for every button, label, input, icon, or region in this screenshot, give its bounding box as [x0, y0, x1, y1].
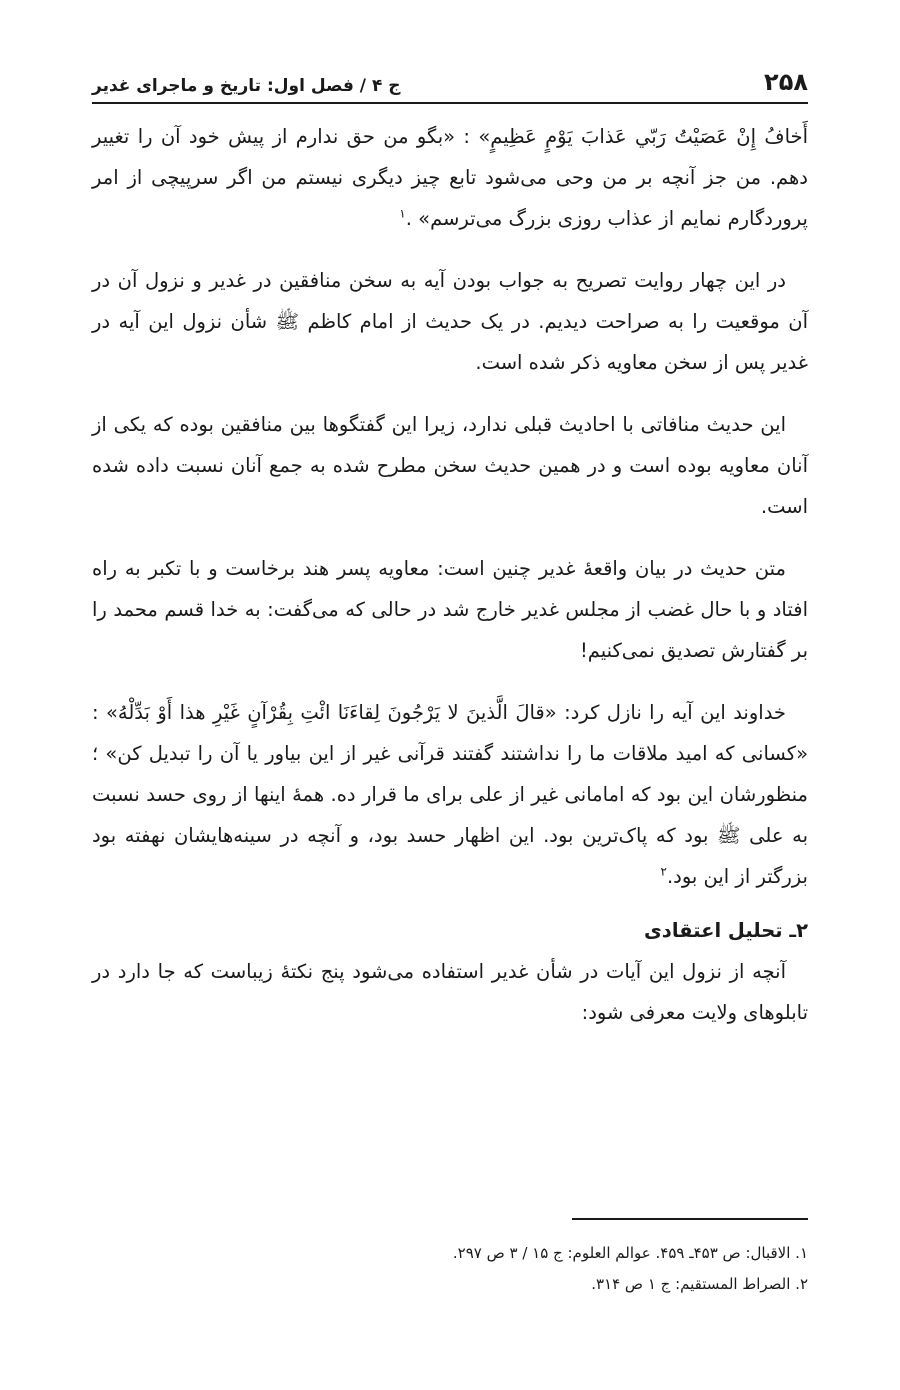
footnote-divider [572, 1218, 808, 1220]
paragraph-5 [92, 692, 808, 897]
paragraph-4-text: متن حدیث در بیان واقعهٔ غدیر چنین است: معاویه پسر هند برخاست و با تکبر به راه افتاد و با حال غضب از مجلس غدیر خارج شد در حالی که می‌گفت: به خدا قسم محمد را بر گفتارش تصدیق نمی‌کنیم! [92, 557, 808, 662]
book-page [92, 60, 808, 1293]
paragraph-3 [92, 404, 808, 527]
page-body [92, 116, 808, 1033]
footnote-2: ۲. الصراط المستقیم: ج ۱ ص ۳۱۴. [591, 1275, 808, 1293]
page-number: ۲۵۸ [764, 68, 808, 96]
section-paragraph-text: آنچه از نزول این آیات در شأن غدیر استفاده می‌شود پنج نکتهٔ زیباست که جا دارد در تابلوهای ولایت معرفی شود: [92, 960, 808, 1024]
running-head: ج ۴ / فصل اول: تاریخ و ماجرای غدیر [92, 76, 401, 96]
paragraph-1-text: أَخافُ إِنْ عَصَيْتُ رَبّي عَذابَ يَوْمٍ عَظِيمٍ» : «بگو من حق ندارم از پیش خود آن را تغییر دهم. من جز آنچه بر من وحی می‌شود تابع چیز دیگری نیستم من اگر سرپیچی از امر پروردگارم نمایم از عذاب روزی بزرگ می‌ترسم» . [92, 125, 808, 230]
page-header [92, 60, 808, 104]
footnote-1: ۱. الاقبال: ص ۴۵۳ـ ۴۵۹. عوالم العلوم: ج ۱۵ / ۳ ص ۲۹۷. [452, 1244, 808, 1262]
section-heading: ۲ـ تحلیل اعتقادی [643, 919, 808, 942]
footnote-ref-2: ۲ [660, 864, 667, 879]
paragraph-5-text: خداوند این آیه را نازل کرد: «قالَ الَّذينَ لا يَرْجُونَ لِقاءَنَا ائْتِ بِقُرْآنٍ غَيْرِ هذا أَوْ بَدِّلْهُ» : «کسانی که امید ملاقات ما را نداشتند گفتند قرآنی غیر از این بیاور یا آن را تبدیل کن» ؛ منظورشان این بود که امامانی غیر از علی برای ما قرار ده. همهٔ اینها از روی حسد نسبت به علی ﷺ بود که پاک‌ترین بود. این اظهار حسد بود، و آنچه در سینه‌هایشان نهفته بود بزرگتر از این بود. [92, 701, 808, 888]
footnotes [92, 1238, 808, 1300]
paragraph-3-text: این حدیث منافاتی با احادیث قبلی ندارد، زیرا این گفتگوها بین منافقین بوده که یکی از آنان معاویه بوده است و در همین حدیث سخن مطرح شده به جمع آنان نسبت داده شده است. [92, 413, 808, 518]
paragraph-1 [92, 116, 808, 239]
footnote-ref-1: ۱ [399, 206, 406, 221]
paragraph-2 [92, 260, 808, 383]
section-paragraph [92, 951, 808, 1033]
paragraph-2-text: در این چهار روایت تصریح به جواب بودن آیه به سخن منافقین در غدیر و نزول آن در آن موقعیت را به صراحت دیدیم. در یک حدیث از امام کاظم ﷺ شأن نزول این آیه در غدیر پس از سخن معاویه ذکر شده است. [92, 269, 808, 374]
paragraph-4 [92, 548, 808, 671]
